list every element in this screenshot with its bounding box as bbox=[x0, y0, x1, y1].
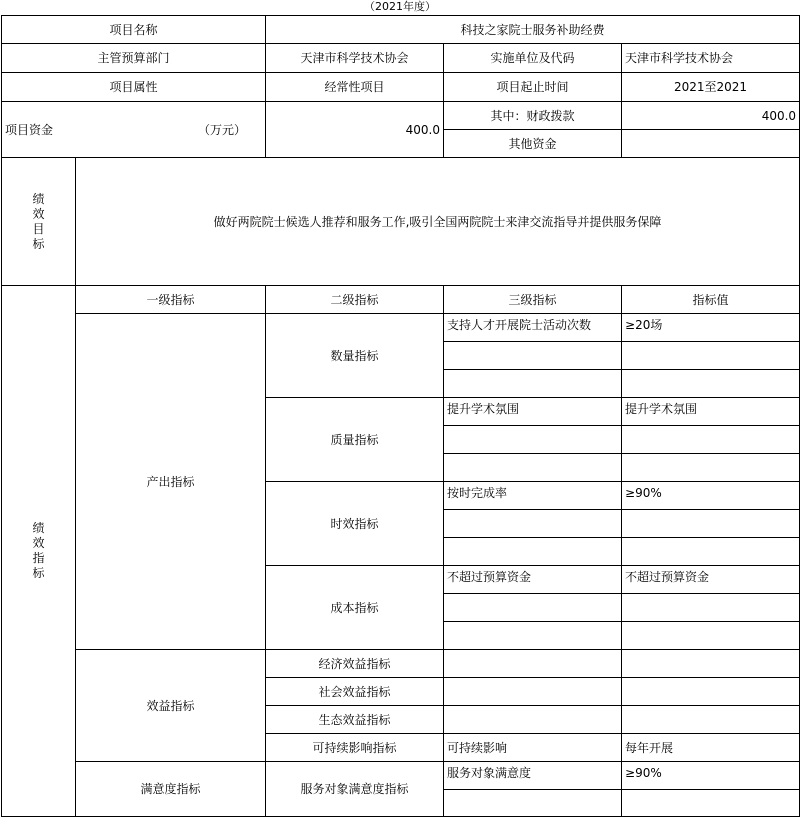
sub-social: 社会效益指标 bbox=[266, 678, 444, 706]
empty-cell bbox=[622, 706, 800, 734]
empty-cell bbox=[622, 370, 800, 398]
empty-cell bbox=[444, 706, 622, 734]
empty-cell bbox=[444, 342, 622, 370]
project-name-value: 科技之家院士服务补助经费 bbox=[266, 16, 800, 44]
empty-cell bbox=[444, 622, 622, 650]
empty-cell bbox=[622, 538, 800, 566]
sub-sustainable: 可持续影响指标 bbox=[266, 734, 444, 762]
empty-cell bbox=[622, 454, 800, 482]
sub-ecological: 生态效益指标 bbox=[266, 706, 444, 734]
period-value: 2021至2021 bbox=[622, 73, 800, 102]
empty-cell bbox=[622, 650, 800, 678]
sub-timeliness: 时效指标 bbox=[266, 482, 444, 566]
empty-cell bbox=[444, 426, 622, 454]
funds-unit: （万元） bbox=[198, 122, 247, 137]
other-funds-label: 其他资金 bbox=[444, 130, 622, 158]
group-output: 产出指标 bbox=[76, 314, 266, 650]
header-level1: 一级指标 bbox=[76, 286, 266, 314]
empty-cell bbox=[444, 678, 622, 706]
indicators-label: 绩效指标 bbox=[2, 286, 76, 817]
unit-label: 实施单位及代码 bbox=[444, 44, 622, 73]
sub-cost: 成本指标 bbox=[266, 566, 444, 650]
cost-value-1: 不超过预算资金 bbox=[622, 566, 800, 594]
sub-service-satisfaction: 服务对象满意度指标 bbox=[266, 762, 444, 817]
header-value: 指标值 bbox=[622, 286, 800, 314]
funds-label: 项目资金 bbox=[5, 122, 54, 137]
group-benefit: 效益指标 bbox=[76, 650, 266, 762]
quality-value-1: 提升学术氛围 bbox=[622, 398, 800, 426]
fiscal-value: 400.0 bbox=[622, 102, 800, 130]
cost-indicator-1: 不超过预算资金 bbox=[444, 566, 622, 594]
other-funds-value bbox=[622, 130, 800, 158]
quantity-indicator-1: 支持人才开展院士活动次数 bbox=[444, 314, 622, 342]
goal-label: 绩效目标 bbox=[2, 158, 76, 286]
fiscal-label: 其中：财政拨款 bbox=[444, 102, 622, 130]
empty-cell bbox=[622, 510, 800, 538]
empty-cell bbox=[444, 510, 622, 538]
dept-label: 主管预算部门 bbox=[2, 44, 266, 73]
sustainable-indicator-1: 可持续影响 bbox=[444, 734, 622, 762]
header-level3: 三级指标 bbox=[444, 286, 622, 314]
timeliness-value-1: ≥90% bbox=[622, 482, 800, 510]
sub-quantity: 数量指标 bbox=[266, 314, 444, 398]
empty-cell bbox=[444, 454, 622, 482]
dept-value: 天津市科学技术协会 bbox=[266, 44, 444, 73]
quantity-value-1: ≥20场 bbox=[622, 314, 800, 342]
empty-cell bbox=[444, 370, 622, 398]
year-label: （2021年度） bbox=[364, 0, 436, 13]
satisfaction-value-1: ≥90% bbox=[622, 762, 800, 790]
empty-cell bbox=[444, 594, 622, 622]
unit-value: 天津市科学技术协会 bbox=[622, 44, 800, 73]
sub-economic: 经济效益指标 bbox=[266, 650, 444, 678]
sustainable-value-1: 每年开展 bbox=[622, 734, 800, 762]
goal-text: 做好两院院士候选人推荐和服务工作,吸引全国两院院士来津交流指导并提供服务保障 bbox=[76, 158, 800, 286]
empty-cell bbox=[444, 790, 622, 817]
satisfaction-indicator-1: 服务对象满意度 bbox=[444, 762, 622, 790]
timeliness-indicator-1: 按时完成率 bbox=[444, 482, 622, 510]
period-label: 项目起止时间 bbox=[444, 73, 622, 102]
project-name-label: 项目名称 bbox=[2, 16, 266, 44]
quality-indicator-1: 提升学术氛围 bbox=[444, 398, 622, 426]
performance-table bbox=[1, 15, 800, 817]
header-level2: 二级指标 bbox=[266, 286, 444, 314]
empty-cell bbox=[622, 342, 800, 370]
funds-total: 400.0 bbox=[266, 102, 444, 158]
empty-cell bbox=[622, 678, 800, 706]
attr-label: 项目属性 bbox=[2, 73, 266, 102]
empty-cell bbox=[622, 594, 800, 622]
sub-quality: 质量指标 bbox=[266, 398, 444, 482]
empty-cell bbox=[444, 650, 622, 678]
empty-cell bbox=[622, 622, 800, 650]
attr-value: 经常性项目 bbox=[266, 73, 444, 102]
group-satisfaction: 满意度指标 bbox=[76, 762, 266, 817]
empty-cell bbox=[444, 538, 622, 566]
empty-cell bbox=[622, 790, 800, 817]
empty-cell bbox=[622, 426, 800, 454]
funds-label-cell bbox=[2, 102, 266, 158]
